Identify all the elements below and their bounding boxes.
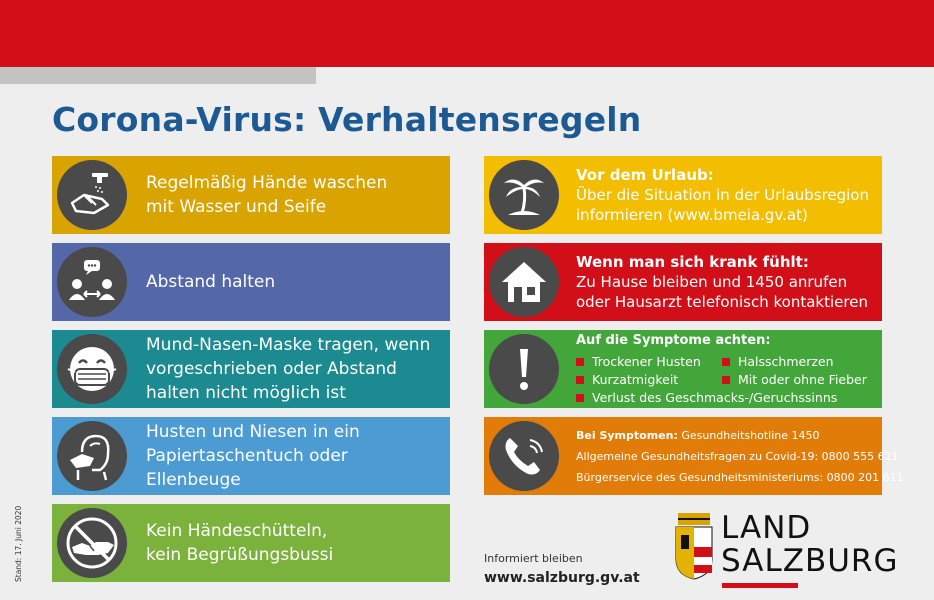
- card-heading: Vor dem Urlaub:: [576, 166, 714, 184]
- symptom-item: Verlust des Geschmacks-/Geruchssinns: [576, 389, 882, 407]
- top-red-bar: [0, 0, 934, 67]
- exclamation-icon: [489, 334, 559, 404]
- hotline-line-2: Allgemeine Gesundheitsfragen zu Covid-19: 0800 555 621: [576, 449, 899, 463]
- rule-line: Kein Händeschütteln,: [146, 521, 328, 541]
- info-card-vacation: [484, 156, 882, 234]
- hotline-line-1: Bei Symptomen: Gesundheitshotline 1450: [576, 428, 820, 442]
- info-card-hotlines: [484, 417, 904, 495]
- card-line: informieren (www.bmeia.gv.at): [576, 206, 808, 224]
- symptom-item: Mit oder ohne Fieber: [722, 371, 882, 389]
- card-heading: Auf die Symptome achten:: [576, 332, 771, 348]
- rule-card-sneeze: [52, 417, 450, 495]
- bullet-square-icon: [722, 358, 730, 366]
- info-card-sick: [484, 243, 882, 321]
- info-label: Informiert bleiben: [484, 552, 583, 565]
- card-line: oder Hausarzt telefonisch kontaktieren: [576, 293, 868, 311]
- rule-line: Ellenbeuge: [146, 470, 241, 490]
- bullet-square-icon: [722, 376, 730, 384]
- symptom-item: Trockener Husten: [576, 353, 722, 371]
- bullet-square-icon: [576, 394, 584, 402]
- rule-card-mask: [52, 330, 450, 408]
- logo-underline: [722, 583, 798, 588]
- rule-line: Mund-Nasen-Maske tragen, wenn: [146, 335, 431, 355]
- card-line: Zu Hause bleiben und 1450 anrufen: [576, 273, 848, 291]
- rule-card-distance: [52, 243, 450, 321]
- date-note: Stand: 17. Juni 2020: [14, 505, 23, 582]
- distance-people-icon: [57, 247, 127, 317]
- bullet-square-icon: [576, 358, 584, 366]
- rule-card-handshake: [52, 504, 450, 582]
- rule-line: mit Wasser und Seife: [146, 197, 327, 217]
- rule-line: Husten und Niesen in ein: [146, 422, 360, 442]
- symptom-item: Halsschmerzen: [722, 353, 882, 371]
- symptom-list: [576, 353, 882, 407]
- phone-icon: [489, 421, 559, 491]
- symptom-item: Kurzatmigkeit: [576, 371, 722, 389]
- info-url-link[interactable]: www.salzburg.gv.at: [484, 570, 640, 586]
- card-line: Über die Situation in der Urlaubsregion: [576, 186, 870, 204]
- page-title: Corona-Virus: Verhaltensregeln: [52, 100, 642, 139]
- no-handshake-icon: [57, 508, 127, 578]
- card-heading: Wenn man sich krank fühlt:: [576, 253, 809, 271]
- info-card-symptoms: [484, 330, 882, 408]
- rule-line: Papiertaschentuch oder: [146, 446, 348, 466]
- salzburg-coat-of-arms-icon: [672, 513, 716, 581]
- palm-tree-icon: [489, 160, 559, 230]
- face-mask-icon: [57, 334, 127, 404]
- house-icon: [489, 247, 559, 317]
- land-salzburg-logo: LAND SALZBURG: [721, 510, 899, 579]
- rule-line: vorgeschrieben oder Abstand: [146, 359, 397, 379]
- handwashing-icon: [57, 160, 127, 230]
- sneeze-elbow-icon: [57, 421, 127, 491]
- rule-line: Abstand halten: [146, 272, 276, 292]
- rule-line: kein Begrüßungsbussi: [146, 545, 334, 565]
- hotline-line-3: Bürgerservice des Gesundheitsministeriums: 0800 201 611: [576, 470, 904, 484]
- rule-line: Regelmäßig Hände waschen: [146, 173, 388, 193]
- rule-card-handwashing: [52, 156, 450, 234]
- bullet-square-icon: [576, 376, 584, 384]
- grey-accent-bar: [0, 67, 316, 84]
- rule-line: halten nicht möglich ist: [146, 383, 346, 403]
